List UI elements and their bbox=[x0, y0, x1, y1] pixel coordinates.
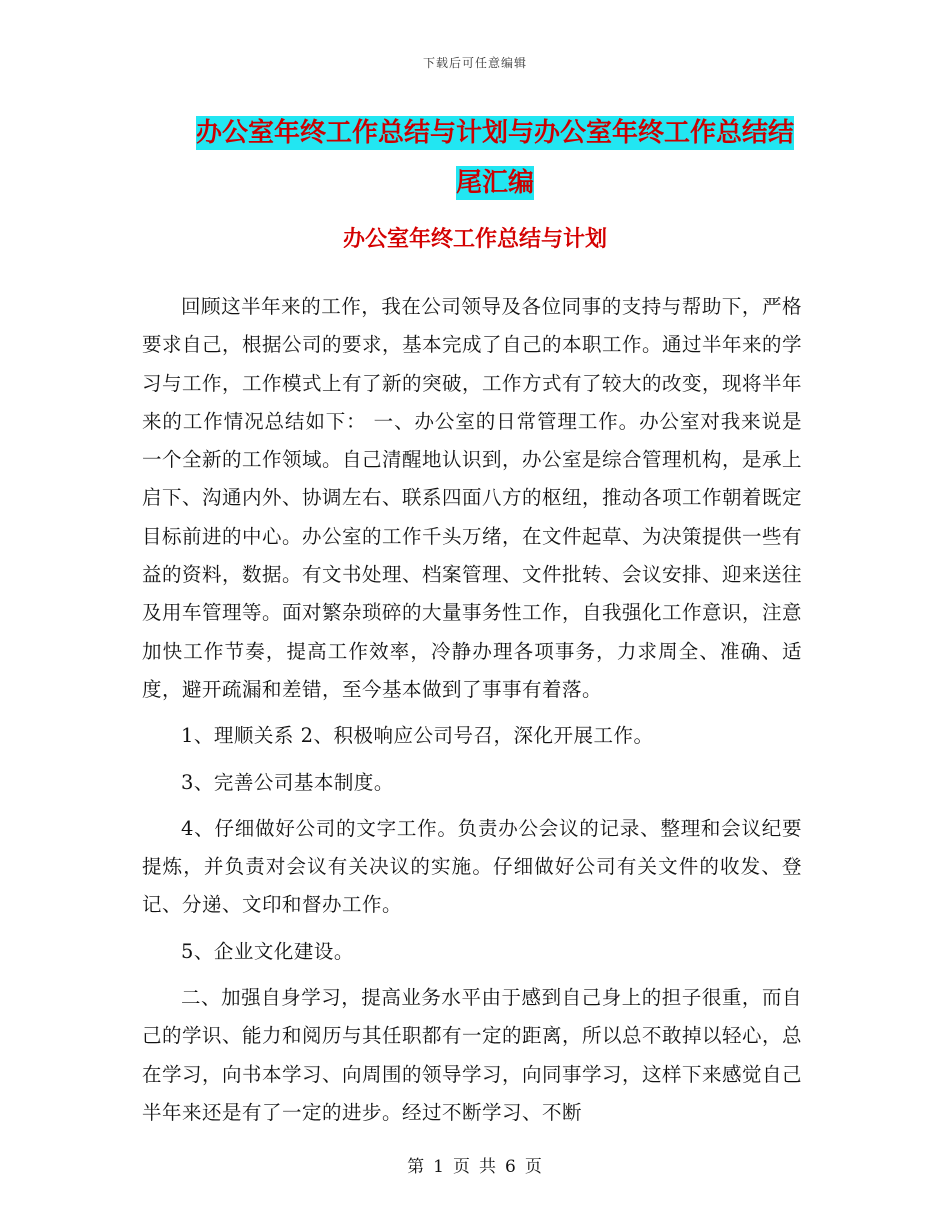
main-title bbox=[170, 108, 820, 208]
main-title-line1: 办公室年终工作总结与计划与办公室年终工作总结结 bbox=[195, 118, 794, 148]
paragraph: 4、仔细做好公司的文字工作。负责办公会议的记录、整理和会议纪要提炼，并负责对会议有关决议的实施。仔细做好公司有关文件的收发、登记、分递、文印和督办工作。 bbox=[142, 816, 802, 917]
footer-suffix: 页 bbox=[524, 1157, 543, 1177]
body-text bbox=[142, 288, 802, 1140]
paragraph: 1、理顺关系 2、积极响应公司号召，深化开展工作。 bbox=[181, 724, 654, 748]
main-title-line2: 尾汇编 bbox=[455, 168, 534, 198]
paragraph: 二、加强自身学习，提高业务水平由于感到自己身上的担子很重，而自己的学识、能力和阅历与其任职都有一定的距离，所以总不敢掉以轻心，总在学习，向书本学习、向周围的领导学习，向同事学习，这样下来感觉自己半年来还是有了一定的进步。经过不断学习、不断 bbox=[142, 986, 803, 1124]
section-title: 办公室年终工作总结与计划 bbox=[342, 227, 607, 252]
paragraph: 5、企业文化建设。 bbox=[181, 939, 354, 963]
header-note: 下载后可任意编辑 bbox=[422, 56, 527, 70]
footer-current-page: 1 bbox=[433, 1157, 445, 1177]
page-footer bbox=[0, 1152, 950, 1177]
footer-page-word: 页 bbox=[453, 1157, 471, 1177]
footer-total-word: 共 bbox=[479, 1157, 497, 1177]
paragraph: 3、完善公司基本制度。 bbox=[181, 770, 394, 794]
paragraph: 回顾这半年来的工作，我在公司领导及各位同事的支持与帮助下，严格要求自己，根据公司的要求，基本完成了自己的本职工作。通过半年来的学习与工作，工作模式上有了新的突破，工作方式有了较大的改变，现将半年来的工作情况总结如下： 一、办公室的日常管理工作。办公室对我来说是一个全新的工作领域。自己清醒地认识到，办公室是综合管理机构，是承上启下、沟通内外、协调左右、联系四面八方的枢纽，推动各项工作朝着既定目标前进的中心。办公室的工作千头万绪，在文件起草、为决策提供一些有益的资料，数据。有文书处理、档案管理、文件批转、会议安排、迎来送往及用车管理等。面对繁杂琐碎的大量事务性工作，自我强化工作意识，注意加快工作节奏，提高工作效率，冷静办理各项事务，力求周全、准确、适度，避开疏漏和差错，至今基本做到了事事有着落。 bbox=[142, 295, 803, 701]
footer-total-pages: 6 bbox=[505, 1157, 517, 1177]
footer-prefix: 第 bbox=[407, 1157, 426, 1177]
